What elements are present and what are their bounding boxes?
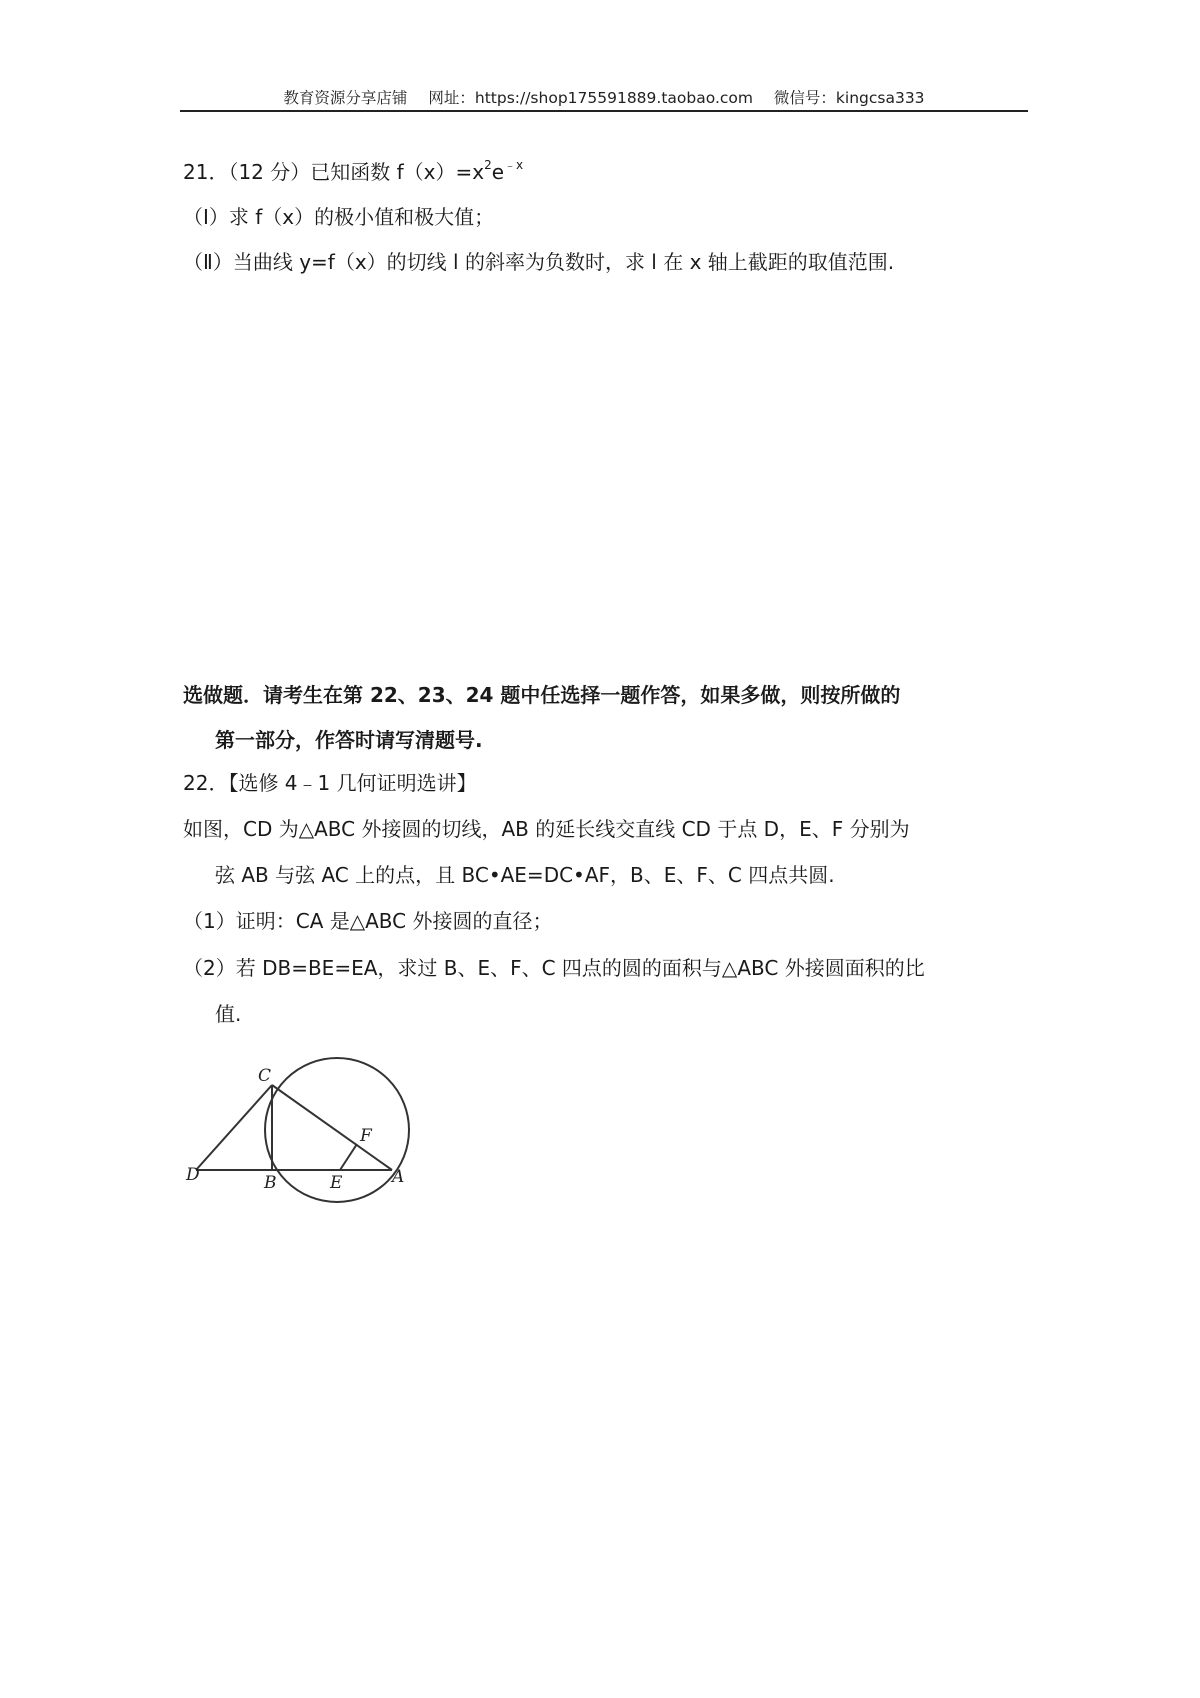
label-A: A [392, 1167, 405, 1187]
header-divider [180, 110, 1028, 112]
line-DC [196, 1085, 272, 1170]
line-CA [272, 1085, 392, 1170]
q22-body-line1: 如图，CD 为△ABC 外接圆的切线，AB 的延长线交直线 CD 于点 D，E、F 分别为 [183, 817, 910, 841]
q22-body-line2: 弦 AB 与弦 AC 上的点，且 BC•AE=DC•AF，B、E、F、C 四点共圆. [215, 863, 835, 887]
label-E: E [330, 1173, 343, 1193]
label-D: D [186, 1165, 200, 1185]
q21-exponent-neg-x: ﹣x [504, 158, 524, 172]
q21-part1: （Ⅰ）求 f（x）的极小值和极大值； [183, 205, 495, 229]
q22-part2-line1: （2）若 DB=BE=EA，求过 B、E、F、C 四点的圆的面积与△ABC 外接圆面积的比 [183, 956, 925, 980]
label-C: C [258, 1066, 272, 1086]
line-EF [340, 1144, 357, 1170]
q21-exponent-2: 2 [484, 158, 492, 172]
q22-title: 22．【选修 4﹣1 几何证明选讲】 [183, 771, 477, 795]
label-F: F [360, 1126, 372, 1146]
header-shop: 教育资源分享店铺 [283, 89, 408, 107]
q21-stem-e: e [491, 160, 505, 184]
geometry-figure [180, 1048, 420, 1208]
header-url: 网址：https://shop175591889.taobao.com [428, 89, 753, 107]
q21-stem [183, 158, 524, 184]
header-wechat: 微信号：kingcsa333 [773, 89, 925, 107]
page-header [180, 86, 1028, 108]
geometry-svg [180, 1048, 420, 1208]
figure-strokes [196, 1058, 409, 1202]
q21-part2: （Ⅱ）当曲线 y=f（x）的切线 l 的斜率为负数时，求 l 在 x 轴上截距的取值范围. [183, 250, 895, 274]
q22-part1: （1）证明：CA 是△ABC 外接圆的直径； [183, 909, 553, 933]
label-B: B [264, 1173, 277, 1193]
q22-part2-line2: 值. [215, 1002, 242, 1026]
elective-instruction-line2: 第一部分，作答时请写清题号. [215, 728, 483, 752]
q21-stem-prefix: 21．（12 分）已知函数 f（x）=x [183, 160, 485, 184]
elective-instruction-line1: 选做题．请考生在第 22、23、24 题中任选择一题作答，如果多做，则按所做的 [183, 683, 901, 707]
